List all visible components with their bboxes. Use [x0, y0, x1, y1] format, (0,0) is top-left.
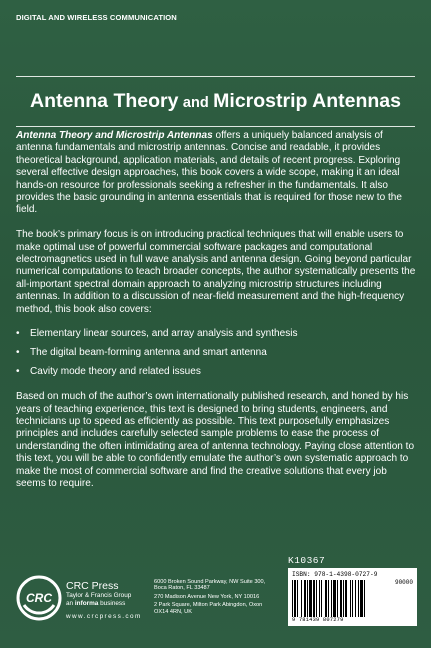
paragraph-1-text: offers a uniquely balanced analysis of antenna fundamentals and microstrip antennas. Concise and readable, it provides theoretical background, application materials, and details of recent progress. Exploring several effective design approaches, this book covers a wide scope, making it an ideal hands-on resource for professionals seeking a refresher in the fundamentals. It also provides the basic grounding in antenna essentials that is required for those new to the field. — [16, 130, 402, 216]
isbn-barcode — [288, 568, 417, 626]
title-part-2: Microstrip Antennas — [213, 90, 401, 112]
address-3: 2 Park Square, Milton Park Abingdon, Oxon OX14 4RN, UK — [154, 602, 263, 615]
publisher-block — [66, 580, 150, 607]
title-connector: and — [182, 95, 209, 111]
publisher-name: CRC Press — [66, 580, 119, 592]
address-2: 270 Madison Avenue New York, NY 10016 — [154, 593, 260, 600]
address-1: 6000 Broken Sound Parkway, NW Suite 300, Boca Raton, FL 33487 — [154, 579, 266, 592]
publisher-business: an informa business — [66, 599, 126, 607]
title-part-1: Antenna Theory — [30, 90, 179, 112]
bullet-icon: • — [16, 347, 20, 359]
series-name: DIGITAL AND WIRELESS COMMUNICATION — [16, 13, 177, 22]
list-item-text: The digital beam-forming antenna and smart antenna — [30, 347, 267, 359]
title-rule-bottom — [16, 126, 415, 127]
book-title — [16, 90, 415, 113]
crc-press-logo — [16, 575, 62, 621]
bullet-icon: • — [16, 328, 20, 340]
paragraph-1 — [16, 130, 418, 217]
list-item-text: Elementary linear sources, and array analysis and synthesis — [30, 328, 298, 340]
paragraph-1-lead: Antenna Theory and Microstrip Antennas — [16, 130, 213, 141]
publisher-url: www.crcpress.com — [66, 613, 142, 620]
isbn-number: ISBN: 978-1-4398-0727-9 — [292, 571, 378, 578]
publisher-group: Taylor & Francis Group — [66, 592, 132, 599]
list-item — [16, 328, 418, 340]
back-cover-description — [16, 130, 418, 503]
list-item — [16, 366, 418, 378]
list-item — [16, 347, 418, 359]
title-rule-top — [16, 76, 415, 77]
product-code: K10367 — [288, 555, 326, 566]
logo-text: CRC — [26, 591, 52, 605]
coverage-list — [16, 328, 418, 378]
barcode-digits: 9 781439 807279 — [292, 617, 344, 623]
paragraph-3: Based on much of the author’s own internationally published research, and honed by his years of teaching experience, this text is designed to bring students, engineers, and technicians up to speed as efficiently as possible. This text purposefully emphasizes principles and includes carefully selected sample problems to ease the process of understanding the often intimidating area of antenna technology. Paying close attention to this text, you will be able to confidently emulate the author’s own systematic approach to make the most of commercial software and find the creative solutions that every job seems to require. — [16, 391, 415, 490]
bullet-icon: • — [16, 366, 20, 378]
list-item-text: Cavity mode theory and related issues — [30, 366, 201, 378]
barcode-icon — [292, 580, 388, 617]
price-code: 90000 — [394, 579, 413, 586]
publisher-addresses — [154, 579, 274, 617]
paragraph-2: The book’s primary focus is on introducing practical techniques that will enable users to make optimal use of powerful commercial software packages and computational electromagnetics used in full wave analysis and antenna design. Going beyond particular numerical computations to teach broader concepts, the author systematically presents the all-important spectral domain approach to analyzing microstrip structures including antennas. In addition to a discussion of near-field measurement and the high-frequency method, this book also covers: — [16, 229, 416, 315]
